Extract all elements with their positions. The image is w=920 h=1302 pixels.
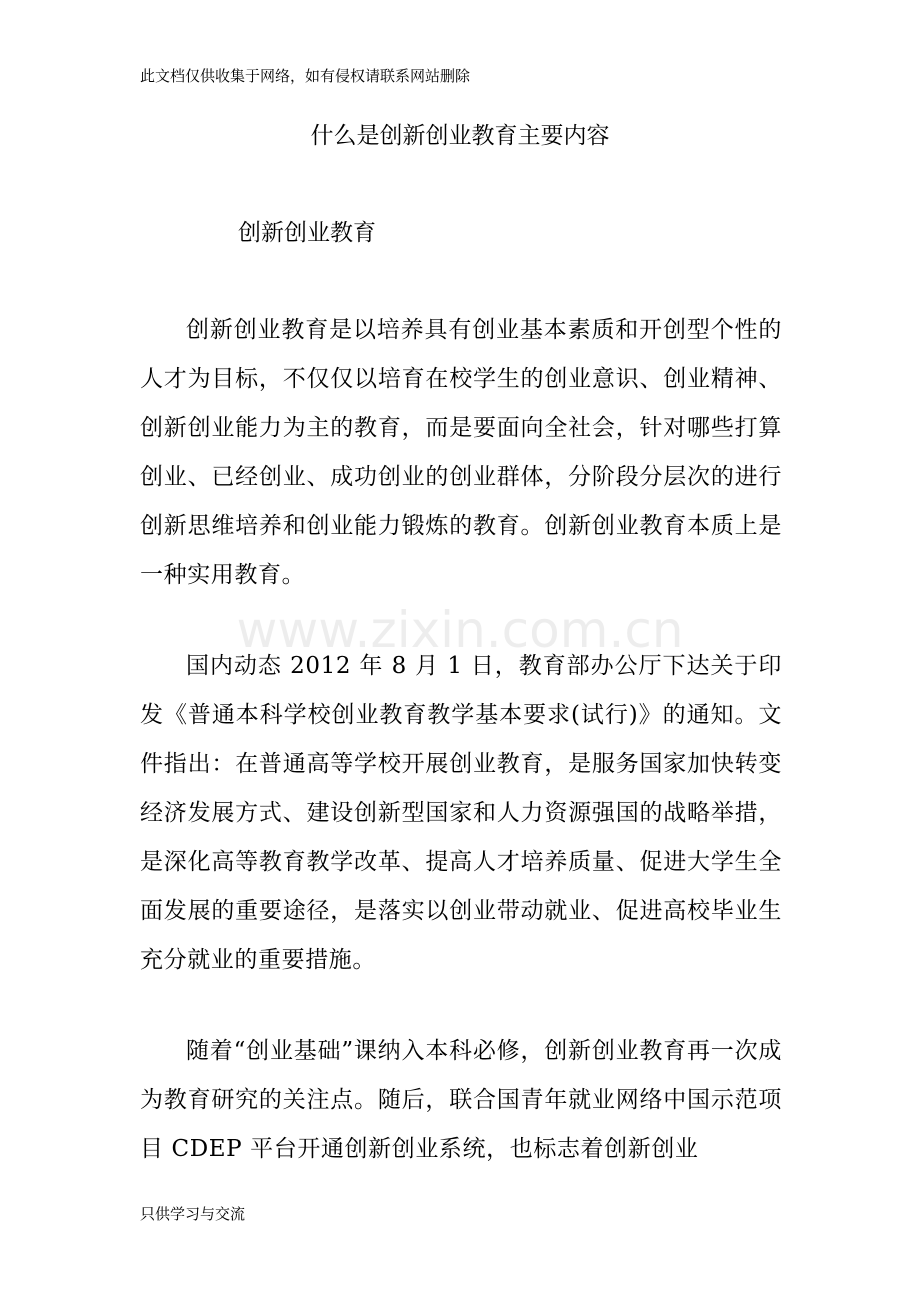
header-disclaimer: 此文档仅供收集于网络，如有侵权请联系网站删除 — [140, 67, 471, 85]
watermark: www.zixin.com.cn — [236, 601, 684, 659]
paragraph-domestic-news: 国内动态 2012 年 8 月 1 日，教育部办公厅下达关于印发《普通本科学校创业教育教学基本要求(试行)》的通知。文件指出：在普通高等学校开展创业教育，是服务国家加快转变经济发展方式、建设创新型国家和人力资源强国的战略举措，是深化高等教育教学改革、提高人才培养质量、促进大学生全面发展的重要途径，是落实以创业带动就业、促进高校毕业生充分就业的重要措施。 — [140, 653, 782, 973]
footer-note: 只供学习与交流 — [140, 1205, 246, 1223]
section-heading: 创新创业教育 — [238, 220, 376, 246]
document-title: 什么是创新创业教育主要内容 — [310, 123, 610, 149]
paragraph-definition: 创新创业教育是以培养具有创业基本素质和开创型个性的人才为目标，不仅仅以培育在校学生的创业意识、创业精神、创新创业能力为主的教育，而是要面向全社会，针对哪些打算创业、已经创业、成功创业的创业群体，分阶段分层次的进行创新思维培养和创业能力锻炼的教育。创新创业教育本质上是一种实用教育。 — [140, 317, 782, 588]
paragraph-course-focus: 随着“创业基础”课纳入本科必修，创新创业教育再一次成为教育研究的关注点。随后，联合国青年就业网络中国示范项目 CDEP 平台开通创新创业系统，也标志着创新创业 — [140, 1038, 782, 1162]
